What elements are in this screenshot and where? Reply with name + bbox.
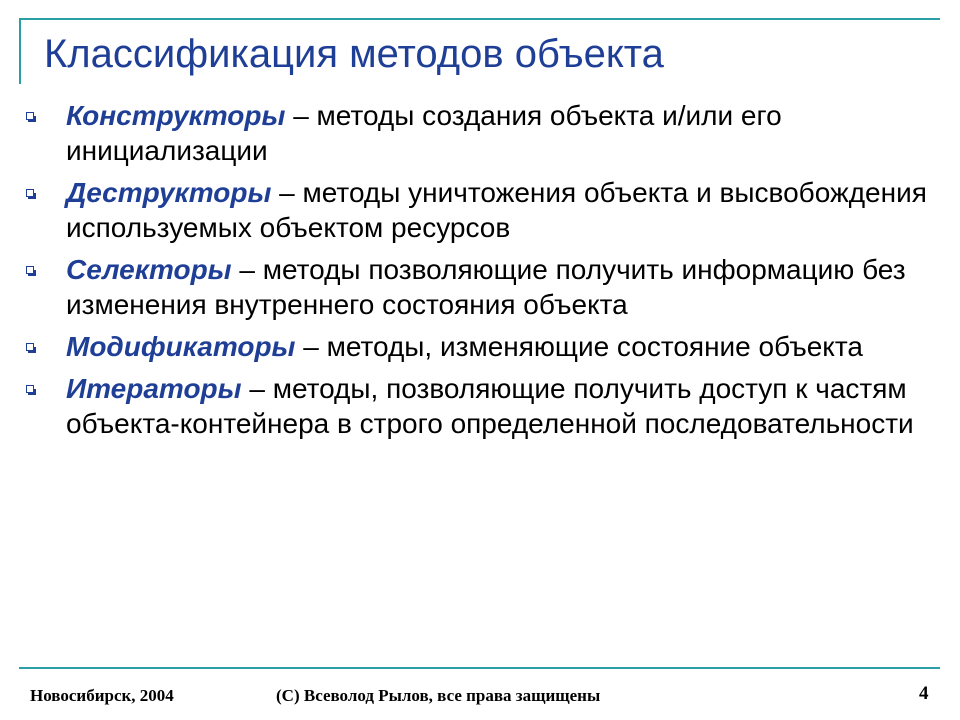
- term-destructors: Деструкторы: [66, 177, 272, 208]
- term-selectors: Селекторы: [66, 254, 232, 285]
- square-bullet-icon: [26, 385, 34, 393]
- page-number: 4: [919, 683, 929, 704]
- list-item-constructors: [26, 98, 936, 168]
- title-top-rule: [19, 18, 940, 20]
- term-iterators: Итераторы: [66, 373, 242, 404]
- title-left-rule: [19, 18, 21, 84]
- list-item-selectors: [26, 252, 936, 322]
- list-item-destructors: [26, 175, 936, 245]
- square-bullet-icon: [26, 343, 34, 351]
- list-item-modifiers: [26, 329, 936, 364]
- description-destructors: – методы уничтожения объекта и высвобождения используемых объектом ресурсов: [66, 177, 927, 243]
- method-classification-list: [26, 98, 936, 448]
- description-selectors: – методы позволяющие получить информацию без изменения внутреннего состояния объекта: [66, 254, 906, 320]
- term-constructors: Конструкторы: [66, 100, 286, 131]
- square-bullet-icon: [26, 266, 34, 274]
- footer-location-year: Новосибирск, 2004: [30, 686, 174, 705]
- slide-title: Классификация методов объекта: [44, 32, 664, 76]
- description-iterators: – методы, позволяющие получить доступ к частям объекта-контейнера в строго определенной последовательности: [66, 373, 914, 439]
- footer-copyright: (C) Всеволод Рылов, все права защищены: [276, 686, 601, 705]
- square-bullet-icon: [26, 112, 34, 120]
- square-bullet-icon: [26, 189, 34, 197]
- list-item-iterators: [26, 371, 936, 441]
- footer-rule: [19, 667, 940, 669]
- description-constructors: – методы создания объекта и/или его инициализации: [66, 100, 782, 166]
- description-modifiers: – методы, изменяющие состояние объекта: [295, 331, 863, 362]
- term-modifiers: Модификаторы: [66, 331, 296, 362]
